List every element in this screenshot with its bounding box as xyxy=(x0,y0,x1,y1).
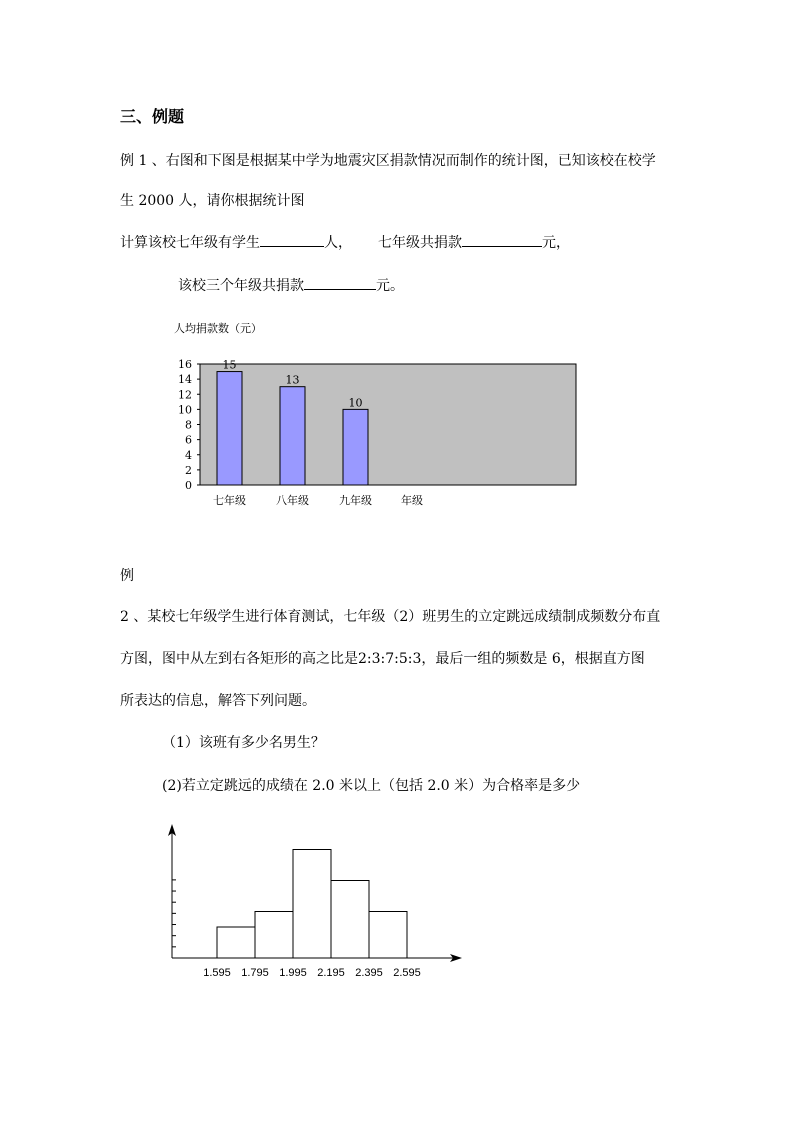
histogram-bar xyxy=(369,912,407,959)
histogram-x-tick-label: 1.795 xyxy=(241,967,269,979)
histogram-x-tick-label: 1.595 xyxy=(203,967,231,979)
example1-line1: 例 1 、右图和下图是根据某中学为地震灾区捐款情况而制作的统计图，已知该校在校学 xyxy=(120,153,656,169)
example2-label: 例 xyxy=(120,568,134,584)
chart1-y-tick-label: 2 xyxy=(185,463,192,477)
example2-line1: 2 、某校七年级学生进行体育测试，七年级（2）班男生的立定跳远成绩制成频数分布直 xyxy=(120,609,661,625)
example2-question2: (2)若立定跳远的成绩在 2.0 米以上（包括 2.0 米）为合格率是多少 xyxy=(162,778,581,794)
chart1-y-tick-label: 6 xyxy=(185,433,192,447)
histogram-bar xyxy=(293,850,331,959)
blank-grade7-donation[interactable] xyxy=(462,232,542,247)
chart1-plot-area xyxy=(200,364,576,485)
histogram-x-tick-label: 2.195 xyxy=(317,967,345,979)
chart1-bar xyxy=(343,409,368,485)
example2-line3: 所表达的信息，解答下列问题。 xyxy=(120,693,316,709)
histogram-x-tick-label: 1.995 xyxy=(279,967,307,979)
histogram-x-tick-label: 2.595 xyxy=(393,967,421,979)
q1-text-b: 人， xyxy=(324,235,352,251)
chart1-category-label: 九年级 xyxy=(339,494,372,507)
chart1-category-label: 八年级 xyxy=(276,494,309,507)
q1-text-c: 七年级共捐款 xyxy=(378,235,462,251)
chart1-y-tick-label: 10 xyxy=(178,403,192,417)
blank-student-count[interactable] xyxy=(260,232,324,247)
long-jump-histogram xyxy=(160,820,480,990)
q2-text-b: 元。 xyxy=(376,278,404,294)
example1-question2 xyxy=(178,275,404,295)
histogram-bar xyxy=(217,927,255,958)
chart1-data-label: 13 xyxy=(285,373,300,387)
example1-line2: 生 2000 人，请你根据统计图 xyxy=(120,193,305,209)
donation-bar-chart xyxy=(160,314,600,514)
chart1-x-axis-label: 年级 xyxy=(401,494,423,507)
section-title: 三、例题 xyxy=(120,107,185,126)
example2-question1: （1）该班有多少名男生？ xyxy=(162,735,325,751)
chart1-category-label: 七年级 xyxy=(213,494,246,507)
chart1-y-tick-label: 12 xyxy=(178,388,192,402)
chart1-y-tick-label: 4 xyxy=(185,448,192,462)
histogram-x-tick-label: 2.395 xyxy=(355,967,383,979)
q2-text-a: 该校三个年级共捐款 xyxy=(178,278,304,294)
chart1-y-tick-label: 16 xyxy=(178,358,192,371)
chart1-y-tick-label: 8 xyxy=(185,418,192,432)
histogram-bar xyxy=(331,881,369,959)
chart1-data-label: 15 xyxy=(222,358,237,372)
example1-question1 xyxy=(120,232,570,252)
blank-total-donation[interactable] xyxy=(304,275,376,290)
chart1-bar xyxy=(217,372,242,485)
histogram-bar xyxy=(255,912,293,959)
q1-text-d: 元， xyxy=(542,235,570,251)
chart1-data-label: 10 xyxy=(348,396,363,410)
q1-text-a: 计算该校七年级有学生 xyxy=(120,235,260,251)
chart1-y-tick-label: 0 xyxy=(185,479,192,492)
chart1-y-tick-label: 14 xyxy=(178,373,192,387)
chart1-title: 人均捐款数（元） xyxy=(174,322,262,335)
example2-line2: 方图，图中从左到右各矩形的高之比是2:3:7:5:3，最后一组的频数是 6，根据直方图 xyxy=(120,651,645,667)
chart1-bar xyxy=(280,387,305,485)
